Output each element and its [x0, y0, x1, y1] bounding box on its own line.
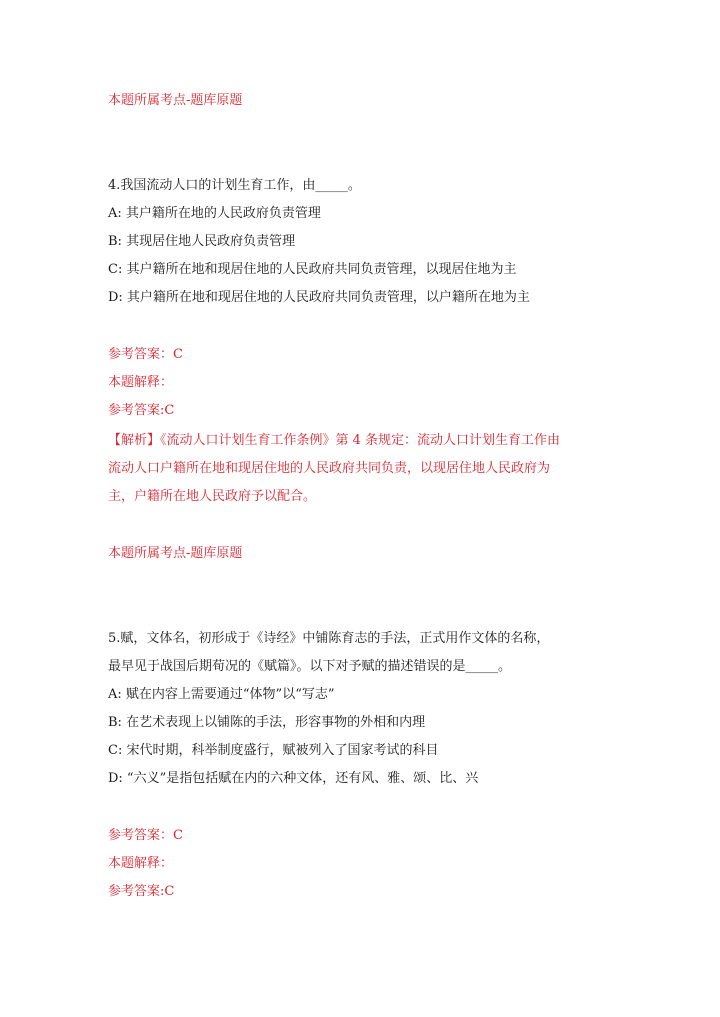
explanation-text: 【解析】《流动人口计划生育工作条例》第 4 条规定：流动人口计划生育工作由 — [108, 433, 561, 448]
explanation-text: 流动人口户籍所在地和现居住地的人民政府共同负责，以现居住地人民政府为 — [108, 461, 551, 476]
explanation-heading: 本题解释： — [108, 375, 174, 390]
explanation-text: 主，户籍所在地人民政府予以配合。 — [108, 489, 317, 504]
question-stem: 5.赋，文体名，初形成于《诗经》中铺陈育志的手法，正式用作文体的名称， — [108, 631, 550, 646]
option-d: D: “六义”是指包括赋在内的六种文体，还有风、雅、颂、比、兴 — [108, 771, 479, 786]
option-a: A: 赋在内容上需要通过“体物”以“写志” — [108, 687, 335, 702]
option-a: A: 其户籍所在地的人民政府负责管理 — [108, 206, 321, 221]
question-stem: 最早见于战国后期荀况的《赋篇》。以下对予赋的描述错误的是_____。 — [108, 659, 512, 674]
option-b: B: 在艺术表现上以铺陈的手法，形容事物的外相和内理 — [108, 715, 426, 730]
source-label: 本题所属考点-题库原题 — [108, 93, 243, 108]
answer-label: 参考答案：C — [108, 828, 183, 843]
option-c: C: 宋代时期，科举制度盛行，赋被列入了国家考试的科目 — [108, 743, 439, 758]
source-label: 本题所属考点-题库原题 — [108, 546, 243, 561]
explanation-heading: 本题解释： — [108, 856, 174, 871]
option-c: C: 其户籍所在地和现居住地的人民政府共同负责管理，以现居住地为主 — [108, 262, 517, 277]
question-stem: 4.我国流动人口的计划生育工作，由_____。 — [108, 178, 361, 193]
answer-label: 参考答案：C — [108, 347, 183, 362]
answer-repeat: 参考答案:C — [108, 403, 175, 418]
answer-repeat: 参考答案:C — [108, 884, 175, 899]
option-d: D: 其户籍所在地和现居住地的人民政府共同负责管理，以户籍所在地为主 — [108, 290, 530, 305]
option-b: B: 其现居住地人民政府负责管理 — [108, 234, 296, 249]
